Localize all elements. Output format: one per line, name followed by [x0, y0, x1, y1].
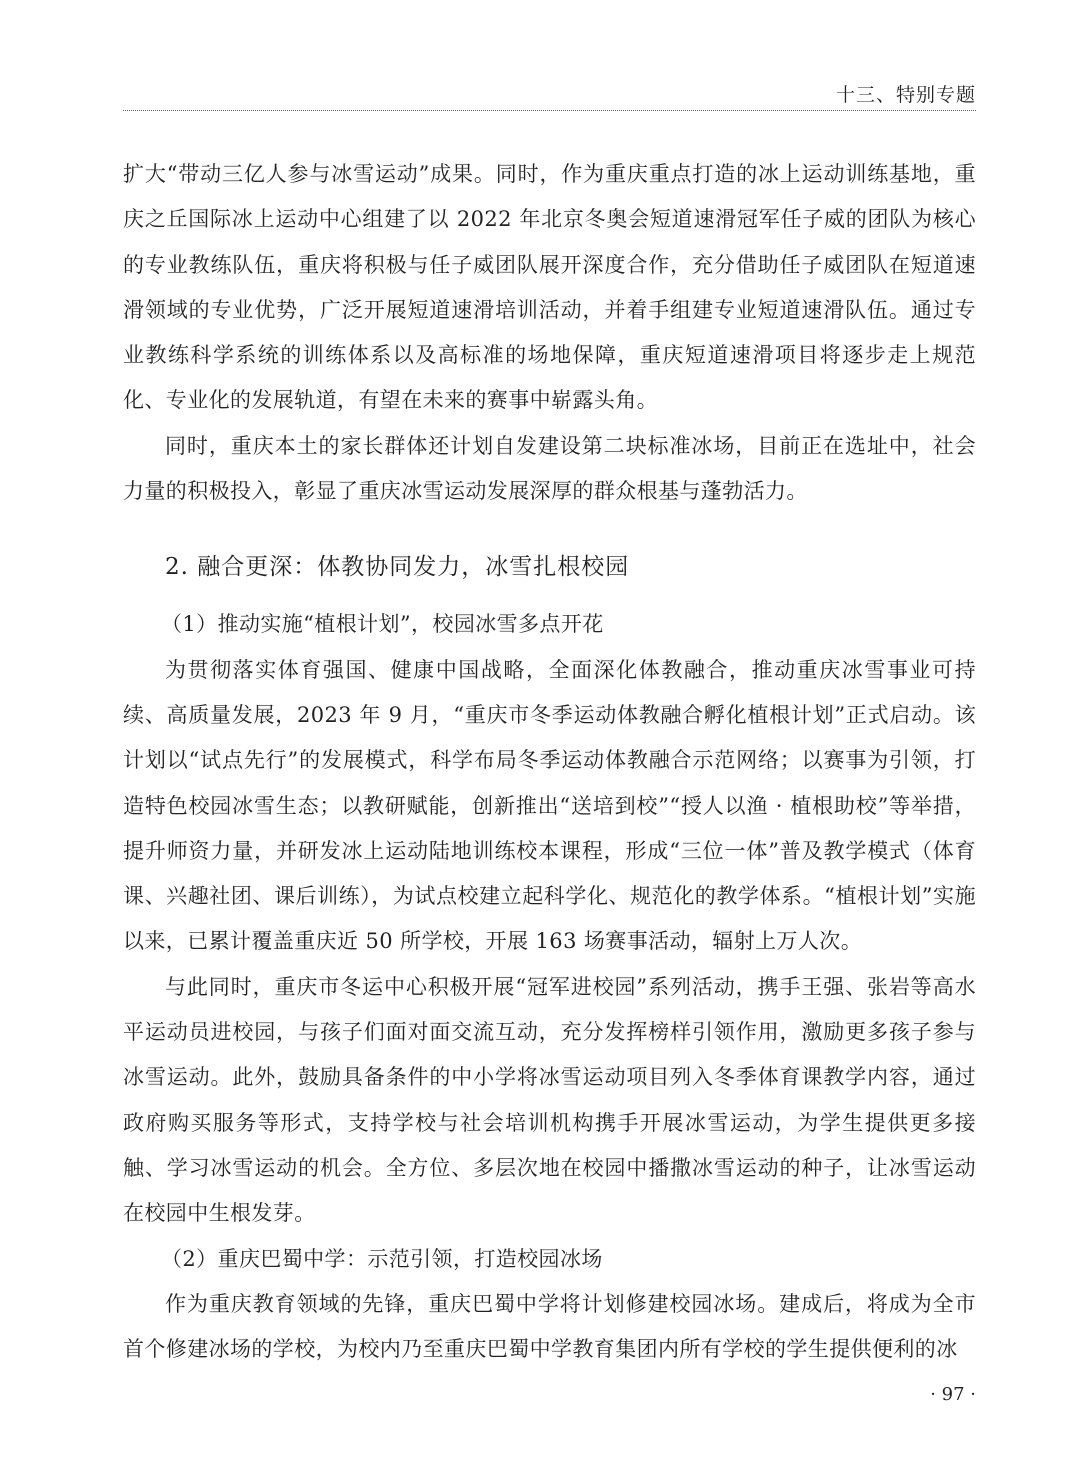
page-body: [123, 152, 976, 1372]
page-number: · 97 ·: [930, 1384, 976, 1405]
paragraph-rooting-plan: 为贯彻落实体育强国、健康中国战略，全面深化体教融合，推动重庆冰雪事业可持续、高质量发展，2023 年 9 月，“重庆市冬季运动体教融合孵化植根计划”正式启动。该计划以“试点先行”的发展模式，科学布局冬季运动体教融合示范网络；以赛事为引领，打造特色校园冰雪生态；以教研赋能，创新推出“送培到校”“授人以渔 · 植根助校”等举措，提升师资力量，并研发冰上运动陆地训练校本课程，形成“三位一体”普及教学模式（体育课、兴趣社团、课后训练），为试点校建立起科学化、规范化的教学体系。“植根计划”实施以来，已累计覆盖重庆近 50 所学校，开展 163 场赛事活动，辐射上万人次。: [123, 657, 976, 954]
paragraph-community-rink: 同时，重庆本土的家长群体还计划自发建设第二块标准冰场，目前正在选址中，社会力量的积极投入，彰显了重庆冰雪运动发展深厚的群众根基与蓬勃活力。: [123, 433, 976, 504]
paragraph-champions-campus: 与此同时，重庆市冬运中心积极开展“冠军进校园”系列活动，携手王强、张岩等高水平运动员进校园，与孩子们面对面交流互动，充分发挥榜样引领作用，激励更多孩子参与冰雪运动。此外，鼓励具备条件的中小学将冰雪运动项目列入冬季体育课教学内容，通过政府购买服务等形式，支持学校与社会培训机构携手开展冰雪运动，为学生提供更多接触、学习冰雪运动的机会。全方位、多层次地在校园中播撒冰雪运动的种子，让冰雪运动在校园中生根发芽。: [123, 974, 976, 1226]
subsection-heading-rooting-plan: （1）推动实施“植根计划”，校园冰雪多点开花: [161, 612, 604, 637]
section-heading: 2. 融合更深：体教协同发力，冰雪扎根校园: [165, 554, 630, 581]
subsection-heading-bashu: （2）重庆巴蜀中学：示范引领，打造校园冰场: [161, 1246, 603, 1271]
header-divider: [123, 110, 976, 111]
paragraph-bashu: 作为重庆教育领域的先锋，重庆巴蜀中学将计划修建校园冰场。建成后，将成为全市首个修建冰场的学校，为校内乃至重庆巴蜀中学教育集团内所有学校的学生提供便利的冰: [123, 1291, 976, 1362]
running-header: 十三、特别专题: [835, 84, 976, 106]
paragraph-continuation: 扩大“带动三亿人参与冰雪运动”成果。同时，作为重庆重点打造的冰上运动训练基地，重庆之丘国际冰上运动中心组建了以 2022 年北京冬奥会短道速滑冠军任子威的团队为核心的专业教练队伍，重庆将积极与任子威团队展开深度合作，充分借助任子威团队在短道速滑领域的专业优势，广泛开展短道速滑培训活动，并着手组建专业短道速滑队伍。通过专业教练科学系统的训练体系以及高标准的场地保障，重庆短道速滑项目将逐步走上规范化、专业化的发展轨道，有望在未来的赛事中崭露头角。: [123, 162, 976, 413]
